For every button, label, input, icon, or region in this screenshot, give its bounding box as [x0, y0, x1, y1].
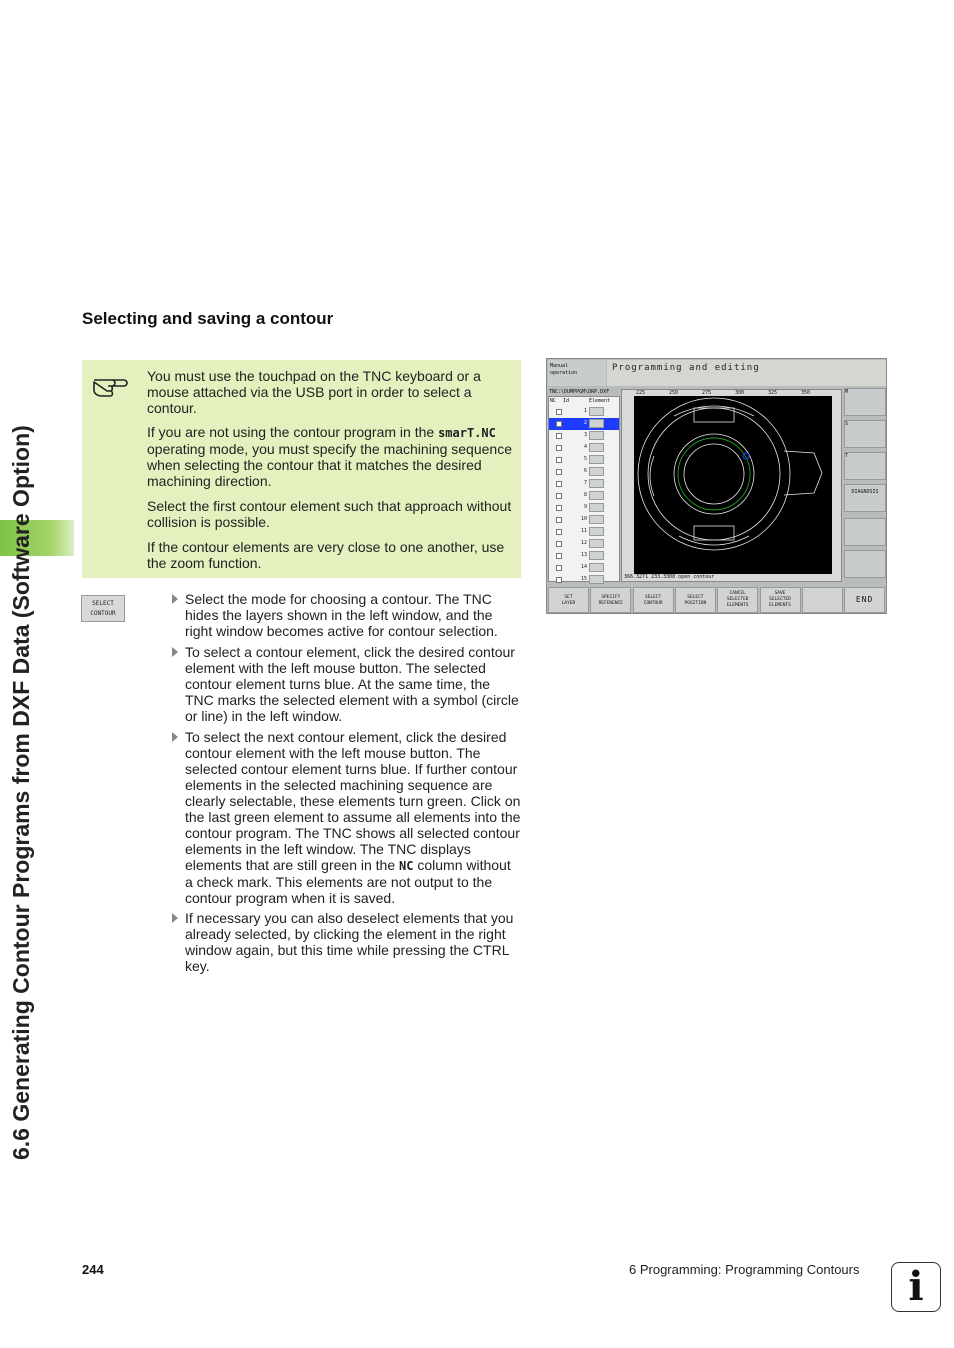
row-checkbox[interactable] — [556, 577, 562, 583]
element-row[interactable] — [549, 526, 619, 538]
element-list — [548, 396, 620, 582]
note-paragraph-1: You must use the touchpad on the TNC keyboard or a mouse attached via the USB port in order to select a contour. — [147, 368, 481, 416]
element-row[interactable] — [549, 550, 619, 562]
side-key-blank[interactable] — [844, 518, 886, 546]
step-arrow-icon — [172, 913, 178, 923]
operating-mode-label: Manual operation — [548, 360, 606, 386]
element-symbol-icon — [589, 563, 604, 572]
screen-title: Programming and editing — [607, 360, 886, 386]
pointing-hand-icon — [90, 368, 130, 398]
element-row[interactable] — [549, 502, 619, 514]
step-item: If necessary you can also deselect elements that you already selected, by clicking the element in the right window again, but this time while pressing the CTRL key. — [172, 910, 522, 974]
step-item: Select the mode for choosing a contour. The TNC hides the layers shown in the left window, and the right window becomes active for contour selection. — [172, 591, 522, 639]
ruler-tick-label: 275 — [702, 390, 712, 396]
element-row[interactable] — [549, 466, 619, 478]
column-header-nc: NC — [550, 398, 557, 404]
row-id: 1 — [583, 408, 587, 414]
tnc-screenshot — [546, 358, 887, 614]
note-paragraph-4: If the contour elements are very close to one another, use the zoom function. — [147, 539, 505, 571]
select-contour-softkey[interactable]: SELECT CONTOUR — [81, 595, 125, 622]
contour-canvas[interactable] — [634, 396, 832, 574]
side-key-blank[interactable] — [844, 550, 886, 578]
step-arrow-icon — [172, 647, 178, 657]
row-checkbox[interactable] — [556, 493, 562, 499]
ruler-tick-label: 225 — [636, 390, 646, 396]
element-row[interactable] — [549, 406, 619, 418]
row-checkbox[interactable] — [556, 481, 562, 487]
row-checkbox[interactable] — [556, 433, 562, 439]
screen-softkey[interactable] — [802, 587, 843, 613]
row-checkbox[interactable] — [556, 409, 562, 415]
row-checkbox[interactable] — [556, 517, 562, 523]
screen-softkey[interactable]: SPECIFY REFERENCE — [590, 587, 631, 613]
note-paragraph-2: If you are not using the contour program in the smarT.NC operating mode, you must specify the machining sequence when selecting the contour that it matches the desired machining direction. — [147, 424, 512, 489]
info-icon: i — [891, 1262, 941, 1312]
row-id: 12 — [580, 540, 587, 546]
element-row[interactable] — [549, 478, 619, 490]
step-item: To select the next contour element, click the desired contour element with the left mouse button. The selected contour element turns blue. If further contour elements in the selected machining sequence are clearly selectable, these elements turn green. Click on the last green element to assume all elements into the contour program. The TNC shows all selected contour elements in the left window. The TNC displays elements that are still green in the NC column without a check mark. This elements are not output to the contour program when it is saved. — [172, 729, 522, 906]
step-arrow-icon — [172, 594, 178, 604]
side-key-m[interactable]: M — [844, 388, 886, 416]
element-symbol-icon — [589, 551, 604, 560]
row-id: 9 — [583, 504, 587, 510]
column-header-id: Id — [563, 398, 570, 404]
footer-chapter-title: 6 Programming: Programming Contours — [629, 1262, 860, 1277]
row-id: 5 — [583, 456, 587, 462]
screen-softkey[interactable]: CANCEL SELECTED ELEMENTS — [717, 587, 758, 613]
element-symbol-icon — [589, 455, 604, 464]
element-symbol-icon — [589, 491, 604, 500]
element-symbol-icon — [589, 575, 604, 584]
element-symbol-icon — [589, 467, 604, 476]
smartnc-code: smarT.NC — [438, 426, 496, 440]
row-id: 4 — [583, 444, 587, 450]
element-symbol-icon — [589, 539, 604, 548]
side-softkeys — [844, 388, 886, 584]
file-path: TNC:\DUMPPGM\DRP.DXF — [549, 389, 610, 395]
row-id: 6 — [583, 468, 587, 474]
row-checkbox[interactable] — [556, 565, 562, 571]
screen-softkey[interactable]: SELECT CONTOUR — [633, 587, 674, 613]
ruler-tick-label: 300 — [735, 390, 745, 396]
row-checkbox[interactable] — [556, 505, 562, 511]
row-id: 13 — [580, 552, 587, 558]
row-id: 14 — [580, 564, 587, 570]
step-arrow-icon — [172, 732, 178, 742]
screen-softkey[interactable]: SELECT POSITION — [675, 587, 716, 613]
nc-column-code: NC — [399, 859, 414, 873]
element-symbol-icon — [589, 503, 604, 512]
element-symbol-icon — [589, 443, 604, 452]
status-line: 366.3271 233.3308 open contour — [624, 574, 715, 580]
row-id: 3 — [583, 432, 587, 438]
note-box — [82, 360, 521, 578]
row-checkbox[interactable] — [556, 529, 562, 535]
row-checkbox[interactable] — [556, 541, 562, 547]
element-row[interactable] — [549, 430, 619, 442]
screen-softkey[interactable]: SET LAYER — [548, 587, 589, 613]
element-row[interactable] — [549, 574, 619, 586]
row-checkbox[interactable] — [556, 469, 562, 475]
element-row[interactable] — [549, 538, 619, 550]
element-symbol-icon — [589, 431, 604, 440]
row-checkbox[interactable] — [556, 445, 562, 451]
element-row[interactable] — [549, 514, 619, 526]
screen-softkey[interactable]: END — [844, 587, 885, 613]
ruler-tick-label: 350 — [801, 390, 811, 396]
element-symbol-icon — [589, 479, 604, 488]
element-symbol-icon — [589, 515, 604, 524]
chapter-sidebar-title: 6.6 Generating Contour Programs from DXF Data (Software Option) — [8, 425, 34, 1160]
row-id: 7 — [583, 480, 587, 486]
element-row[interactable] — [549, 418, 619, 430]
row-id: 10 — [580, 516, 587, 522]
side-key-t[interactable]: T — [844, 452, 886, 480]
element-symbol-icon — [589, 419, 604, 428]
side-key-diagnosis[interactable]: DIAGNOSIS — [844, 484, 886, 512]
row-checkbox[interactable] — [556, 457, 562, 463]
row-id: 15 — [580, 576, 587, 582]
screen-softkey[interactable]: SAVE SELECTED ELEMENTS — [760, 587, 801, 613]
element-row[interactable] — [549, 562, 619, 574]
ruler-tick-label: 250 — [669, 390, 679, 396]
element-symbol-icon — [589, 527, 604, 536]
element-symbol-icon — [589, 407, 604, 416]
row-id: 11 — [580, 528, 587, 534]
side-key-s[interactable]: S — [844, 420, 886, 448]
row-id: 8 — [583, 492, 587, 498]
row-checkbox[interactable] — [556, 421, 562, 427]
column-header-element: Element — [589, 398, 611, 404]
drawing-view[interactable] — [621, 389, 842, 582]
row-checkbox[interactable] — [556, 553, 562, 559]
note-paragraph-3: Select the first contour element such that approach without collision is possible. — [147, 498, 512, 530]
page-number: 244 — [82, 1262, 104, 1277]
step-item: To select a contour element, click the desired contour element with the left mouse button. The selected contour element turns blue. At the same time, the TNC marks the selected element with a symbol (circle or line) in the left window. — [172, 644, 522, 724]
element-row[interactable] — [549, 490, 619, 502]
softkey-bar — [548, 587, 886, 613]
element-row[interactable] — [549, 442, 619, 454]
section-title: Selecting and saving a contour — [82, 309, 334, 328]
row-id: 2 — [583, 420, 587, 426]
ruler-tick-label: 325 — [768, 390, 778, 396]
element-row[interactable] — [549, 454, 619, 466]
